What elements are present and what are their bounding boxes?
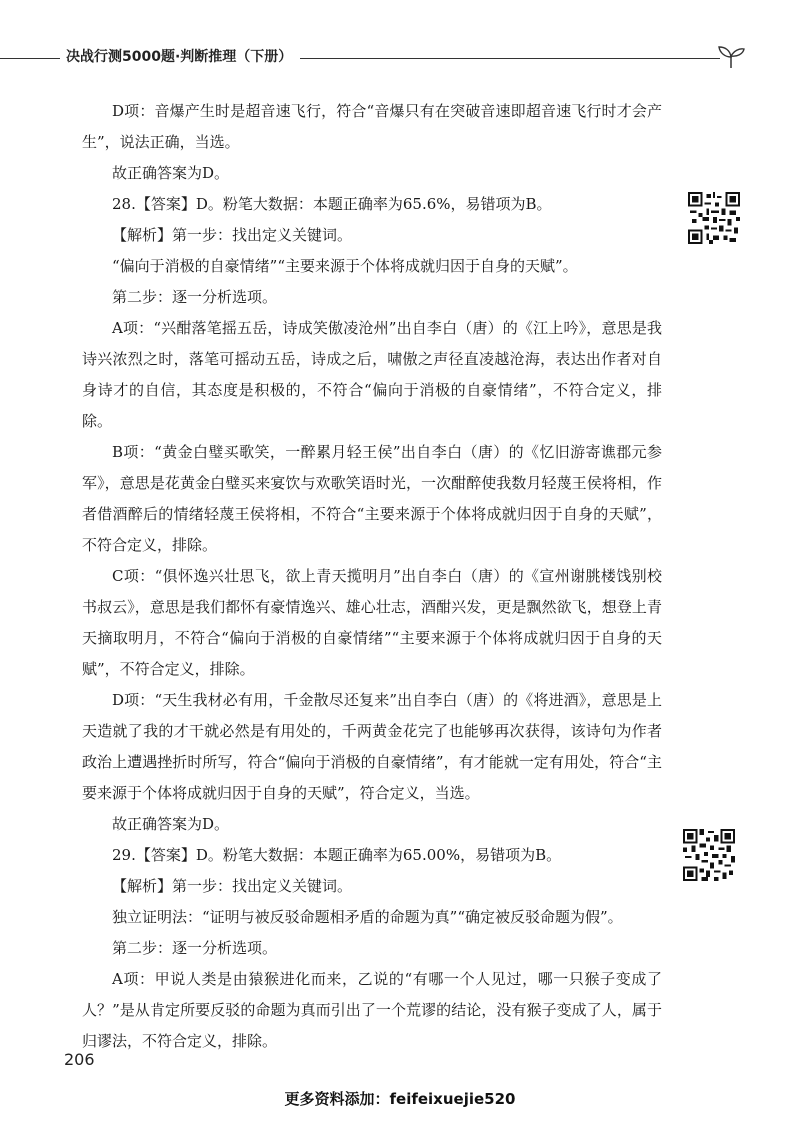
running-header <box>0 44 800 74</box>
paragraph-step2-q29: 第二步：逐一分析选项。 <box>112 939 278 957</box>
qr-code-icon[interactable] <box>688 192 740 244</box>
page-number: 206 <box>64 1050 95 1069</box>
paragraph-answer-q27: 故正确答案为D。 <box>112 164 230 182</box>
paragraph-analysis-step1-q29: 【解析】第一步：找出定义关键词。 <box>112 877 353 895</box>
paragraph-d-option-q28: D项：“天生我材必有用，千金散尽还复来”出自李白（唐）的《将进酒》，意思是上天造就了我的才干就必然是有用处的，千两黄金花完了也能够再次获得，该诗句为作者政治上遭遇挫折时所写，符合“偏向于消极的自豪情绪”，有才能就一定有用处，符合“主要来源于个体将成就归因于自身的天赋”，符合定义，当选。 <box>82 691 662 802</box>
answer-explanations <box>82 96 662 1057</box>
header-rule-right <box>300 58 720 59</box>
paragraph-analysis-step1-q28: 【解析】第一步：找出定义关键词。 <box>112 226 353 244</box>
paragraph-step2-q28: 第二步：逐一分析选项。 <box>112 288 278 306</box>
header-rule-left <box>0 58 60 59</box>
paragraph-b-option-q28: B项：“黄金白璧买歌笑，一醉累月轻王侯”出自李白（唐）的《忆旧游寄谯郡元参军》，意思是花黄金白璧买来宴饮与欢歌笑语时光，一次酣醉使我数月轻蔑王侯将相，作者借酒醉后的情绪轻蔑王侯将相，不符合“主要来源于个体将成就归因于自身的天赋”，不符合定义，排除。 <box>82 443 662 554</box>
header-title: 决战行测5000题·判断推理（下册） <box>66 49 293 65</box>
paragraph-c-option-q28: C项：“俱怀逸兴壮思飞，欲上青天揽明月”出自李白（唐）的《宣州谢朓楼饯别校书叔云》，意思是我们都怀有豪情逸兴、雄心壮志，酒酣兴发，更是飘然欲飞，想登上青天摘取明月，不符合“偏向于消极的自豪情绪”“主要来源于个体将成就归因于自身的天赋”，不符合定义，排除。 <box>82 567 662 678</box>
paragraph-answer-line-q29: 29.【答案】D。粉笔大数据：本题正确率为65.00%，易错项为B。 <box>112 846 562 864</box>
paragraph-answer-line-q28: 28.【答案】D。粉笔大数据：本题正确率为65.6%，易错项为B。 <box>112 195 552 213</box>
paragraph-keywords-q28: “偏向于消极的自豪情绪”“主要来源于个体将成就归因于自身的天赋”。 <box>112 257 578 275</box>
paragraph-a-option-q28: A项：“兴酣落笔摇五岳，诗成笑傲凌沧州”出自李白（唐）的《江上吟》，意思是我诗兴浓烈之时，落笔可摇动五岳，诗成之后，啸傲之声径直凌越沧海，表达出作者对自身诗才的自信，其态度是积极的，不符合“偏向于消极的自豪情绪”，不符合定义，排除。 <box>82 319 662 430</box>
footer-note: 更多资料添加：feifeixuejie520 <box>284 1090 516 1108</box>
sprout-icon <box>716 44 746 70</box>
paragraph-answer-q28: 故正确答案为D。 <box>112 815 230 833</box>
qr-code-icon[interactable] <box>683 829 735 881</box>
paragraph-keywords-q29: 独立证明法：“证明与被反驳命题相矛盾的命题为真”“确定被反驳命题为假”。 <box>112 908 623 926</box>
paragraph-a-option-q29: A项：甲说人类是由猿猴进化而来，乙说的“有哪一个人见过，哪一只猴子变成了人？”是从肯定所要反驳的命题为真而引出了一个荒谬的结论，没有猴子变成了人，属于归谬法，不符合定义，排除。 <box>82 970 662 1050</box>
paragraph-d-option-q27: D项：音爆产生时是超音速飞行，符合“音爆只有在突破音速即超音速飞行时才会产生”，说法正确，当选。 <box>82 102 662 151</box>
